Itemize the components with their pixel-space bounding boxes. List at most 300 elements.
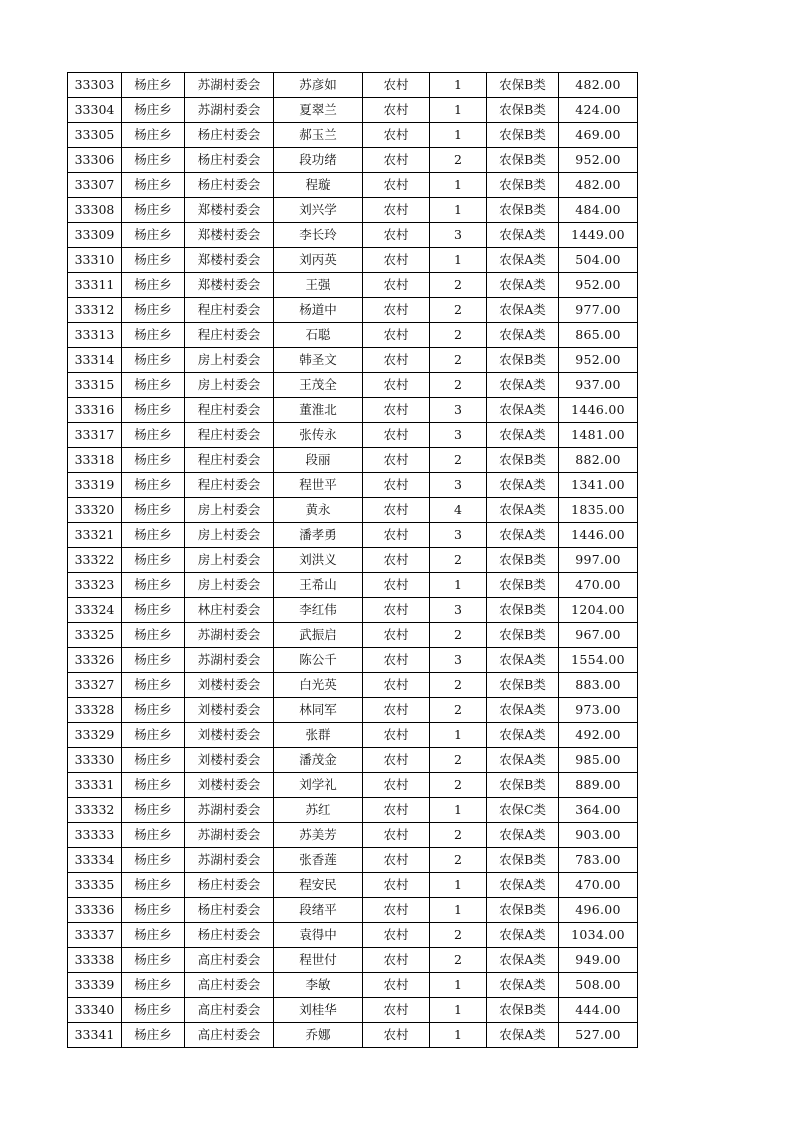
cell-person-name: 张群: [274, 723, 363, 748]
cell-insurance-category: 农保B类: [487, 148, 559, 173]
cell-village-committee: 郑楼村委会: [185, 248, 274, 273]
cell-household-count: 1: [430, 123, 487, 148]
cell-amount: 882.00: [559, 448, 638, 473]
cell-village-committee: 刘楼村委会: [185, 698, 274, 723]
cell-township: 杨庄乡: [122, 148, 185, 173]
cell-township: 杨庄乡: [122, 323, 185, 348]
cell-amount: 883.00: [559, 673, 638, 698]
cell-insurance-category: 农保A类: [487, 223, 559, 248]
cell-area-type: 农村: [363, 898, 430, 923]
cell-household-count: 1: [430, 798, 487, 823]
cell-record-id: 33315: [68, 373, 122, 398]
table-row: [68, 548, 638, 573]
cell-person-name: 李敏: [274, 973, 363, 998]
cell-household-count: 2: [430, 673, 487, 698]
table-row: [68, 473, 638, 498]
cell-village-committee: 郑楼村委会: [185, 198, 274, 223]
cell-insurance-category: 农保B类: [487, 623, 559, 648]
cell-insurance-category: 农保B类: [487, 998, 559, 1023]
cell-village-committee: 房上村委会: [185, 573, 274, 598]
cell-village-committee: 杨庄村委会: [185, 123, 274, 148]
cell-insurance-category: 农保A类: [487, 373, 559, 398]
cell-household-count: 2: [430, 748, 487, 773]
cell-insurance-category: 农保B类: [487, 673, 559, 698]
cell-township: 杨庄乡: [122, 98, 185, 123]
cell-record-id: 33337: [68, 923, 122, 948]
beneficiary-table: [67, 72, 638, 1048]
cell-amount: 783.00: [559, 848, 638, 873]
cell-village-committee: 刘楼村委会: [185, 723, 274, 748]
cell-township: 杨庄乡: [122, 598, 185, 623]
cell-record-id: 33334: [68, 848, 122, 873]
cell-record-id: 33309: [68, 223, 122, 248]
cell-village-committee: 程庄村委会: [185, 323, 274, 348]
cell-township: 杨庄乡: [122, 473, 185, 498]
cell-insurance-category: 农保A类: [487, 973, 559, 998]
cell-insurance-category: 农保B类: [487, 173, 559, 198]
table-row: [68, 123, 638, 148]
cell-person-name: 刘桂华: [274, 998, 363, 1023]
cell-insurance-category: 农保B类: [487, 548, 559, 573]
cell-person-name: 石聪: [274, 323, 363, 348]
cell-township: 杨庄乡: [122, 423, 185, 448]
cell-area-type: 农村: [363, 748, 430, 773]
cell-township: 杨庄乡: [122, 298, 185, 323]
cell-area-type: 农村: [363, 773, 430, 798]
cell-person-name: 张传永: [274, 423, 363, 448]
cell-village-committee: 刘楼村委会: [185, 673, 274, 698]
cell-insurance-category: 农保B类: [487, 848, 559, 873]
table-row: [68, 698, 638, 723]
cell-area-type: 农村: [363, 598, 430, 623]
cell-amount: 1554.00: [559, 648, 638, 673]
cell-record-id: 33320: [68, 498, 122, 523]
cell-amount: 470.00: [559, 573, 638, 598]
cell-person-name: 袁得中: [274, 923, 363, 948]
cell-household-count: 2: [430, 448, 487, 473]
cell-township: 杨庄乡: [122, 823, 185, 848]
cell-record-id: 33304: [68, 98, 122, 123]
cell-area-type: 农村: [363, 423, 430, 448]
cell-amount: 985.00: [559, 748, 638, 773]
cell-record-id: 33326: [68, 648, 122, 673]
cell-record-id: 33325: [68, 623, 122, 648]
cell-amount: 470.00: [559, 873, 638, 898]
cell-record-id: 33313: [68, 323, 122, 348]
cell-village-committee: 苏湖村委会: [185, 798, 274, 823]
cell-record-id: 33333: [68, 823, 122, 848]
cell-village-committee: 房上村委会: [185, 373, 274, 398]
cell-township: 杨庄乡: [122, 698, 185, 723]
cell-record-id: 33327: [68, 673, 122, 698]
cell-person-name: 程世付: [274, 948, 363, 973]
cell-village-committee: 程庄村委会: [185, 398, 274, 423]
cell-amount: 973.00: [559, 698, 638, 723]
cell-area-type: 农村: [363, 73, 430, 98]
table-row: [68, 573, 638, 598]
table-row: [68, 673, 638, 698]
cell-insurance-category: 农保B类: [487, 198, 559, 223]
cell-area-type: 农村: [363, 98, 430, 123]
cell-record-id: 33329: [68, 723, 122, 748]
cell-household-count: 2: [430, 923, 487, 948]
cell-record-id: 33317: [68, 423, 122, 448]
cell-area-type: 农村: [363, 298, 430, 323]
cell-area-type: 农村: [363, 973, 430, 998]
cell-amount: 1446.00: [559, 398, 638, 423]
cell-amount: 937.00: [559, 373, 638, 398]
table-row: [68, 148, 638, 173]
cell-person-name: 王强: [274, 273, 363, 298]
cell-person-name: 刘丙英: [274, 248, 363, 273]
cell-person-name: 程安民: [274, 873, 363, 898]
cell-amount: 508.00: [559, 973, 638, 998]
cell-village-committee: 程庄村委会: [185, 298, 274, 323]
cell-village-committee: 杨庄村委会: [185, 148, 274, 173]
cell-amount: 504.00: [559, 248, 638, 273]
cell-area-type: 农村: [363, 873, 430, 898]
cell-township: 杨庄乡: [122, 973, 185, 998]
cell-amount: 364.00: [559, 798, 638, 823]
table-row: [68, 898, 638, 923]
cell-area-type: 农村: [363, 798, 430, 823]
cell-household-count: 2: [430, 148, 487, 173]
cell-insurance-category: 农保A类: [487, 523, 559, 548]
cell-township: 杨庄乡: [122, 448, 185, 473]
cell-person-name: 白光英: [274, 673, 363, 698]
cell-area-type: 农村: [363, 173, 430, 198]
cell-record-id: 33341: [68, 1023, 122, 1048]
table-row: [68, 823, 638, 848]
cell-village-committee: 房上村委会: [185, 348, 274, 373]
cell-village-committee: 高庄村委会: [185, 1023, 274, 1048]
cell-amount: 424.00: [559, 98, 638, 123]
cell-person-name: 段丽: [274, 448, 363, 473]
cell-village-committee: 刘楼村委会: [185, 773, 274, 798]
cell-person-name: 李长玲: [274, 223, 363, 248]
cell-area-type: 农村: [363, 648, 430, 673]
cell-village-committee: 刘楼村委会: [185, 748, 274, 773]
cell-township: 杨庄乡: [122, 498, 185, 523]
cell-household-count: 2: [430, 773, 487, 798]
table-row: [68, 498, 638, 523]
table-row: [68, 773, 638, 798]
table-row: [68, 648, 638, 673]
cell-amount: 1204.00: [559, 598, 638, 623]
cell-household-count: 4: [430, 498, 487, 523]
table-row: [68, 873, 638, 898]
cell-record-id: 33308: [68, 198, 122, 223]
table-row: [68, 448, 638, 473]
cell-insurance-category: 农保B类: [487, 898, 559, 923]
cell-village-committee: 苏湖村委会: [185, 98, 274, 123]
cell-amount: 482.00: [559, 173, 638, 198]
cell-household-count: 1: [430, 898, 487, 923]
cell-person-name: 刘洪义: [274, 548, 363, 573]
cell-village-committee: 杨庄村委会: [185, 898, 274, 923]
cell-area-type: 农村: [363, 923, 430, 948]
cell-household-count: 1: [430, 73, 487, 98]
cell-area-type: 农村: [363, 523, 430, 548]
cell-insurance-category: 农保B类: [487, 98, 559, 123]
cell-person-name: 潘茂金: [274, 748, 363, 773]
cell-insurance-category: 农保A类: [487, 298, 559, 323]
cell-amount: 492.00: [559, 723, 638, 748]
cell-township: 杨庄乡: [122, 848, 185, 873]
table-row: [68, 723, 638, 748]
cell-township: 杨庄乡: [122, 548, 185, 573]
cell-person-name: 段绪平: [274, 898, 363, 923]
cell-insurance-category: 农保A类: [487, 423, 559, 448]
table-row: [68, 248, 638, 273]
cell-village-committee: 高庄村委会: [185, 973, 274, 998]
cell-person-name: 夏翠兰: [274, 98, 363, 123]
cell-area-type: 农村: [363, 623, 430, 648]
cell-insurance-category: 农保A类: [487, 723, 559, 748]
cell-area-type: 农村: [363, 848, 430, 873]
cell-household-count: 1: [430, 98, 487, 123]
cell-village-committee: 郑楼村委会: [185, 273, 274, 298]
cell-record-id: 33307: [68, 173, 122, 198]
table-row: [68, 798, 638, 823]
cell-township: 杨庄乡: [122, 523, 185, 548]
cell-person-name: 王希山: [274, 573, 363, 598]
cell-person-name: 武振启: [274, 623, 363, 648]
table-row: [68, 998, 638, 1023]
cell-household-count: 2: [430, 698, 487, 723]
cell-amount: 484.00: [559, 198, 638, 223]
cell-household-count: 1: [430, 198, 487, 223]
cell-insurance-category: 农保A类: [487, 698, 559, 723]
cell-township: 杨庄乡: [122, 1023, 185, 1048]
cell-person-name: 杨道中: [274, 298, 363, 323]
cell-township: 杨庄乡: [122, 773, 185, 798]
cell-village-committee: 高庄村委会: [185, 948, 274, 973]
table-row: [68, 948, 638, 973]
cell-household-count: 1: [430, 1023, 487, 1048]
cell-township: 杨庄乡: [122, 248, 185, 273]
cell-household-count: 3: [430, 648, 487, 673]
cell-record-id: 33331: [68, 773, 122, 798]
cell-insurance-category: 农保A类: [487, 823, 559, 848]
table-row: [68, 198, 638, 223]
cell-person-name: 韩圣文: [274, 348, 363, 373]
cell-area-type: 农村: [363, 548, 430, 573]
table-row: [68, 323, 638, 348]
table-row: [68, 373, 638, 398]
cell-area-type: 农村: [363, 723, 430, 748]
cell-person-name: 黄永: [274, 498, 363, 523]
cell-insurance-category: 农保A类: [487, 498, 559, 523]
table-row: [68, 73, 638, 98]
cell-amount: 444.00: [559, 998, 638, 1023]
cell-insurance-category: 农保A类: [487, 748, 559, 773]
cell-township: 杨庄乡: [122, 573, 185, 598]
cell-household-count: 2: [430, 373, 487, 398]
cell-township: 杨庄乡: [122, 198, 185, 223]
cell-person-name: 张香莲: [274, 848, 363, 873]
cell-person-name: 苏美芳: [274, 823, 363, 848]
cell-area-type: 农村: [363, 373, 430, 398]
cell-insurance-category: 农保A类: [487, 473, 559, 498]
cell-area-type: 农村: [363, 148, 430, 173]
cell-insurance-category: 农保A类: [487, 948, 559, 973]
cell-insurance-category: 农保B类: [487, 73, 559, 98]
table-row: [68, 223, 638, 248]
cell-person-name: 王茂全: [274, 373, 363, 398]
cell-record-id: 33306: [68, 148, 122, 173]
cell-amount: 1034.00: [559, 923, 638, 948]
cell-household-count: 2: [430, 848, 487, 873]
cell-amount: 997.00: [559, 548, 638, 573]
cell-amount: 977.00: [559, 298, 638, 323]
cell-village-committee: 杨庄村委会: [185, 923, 274, 948]
cell-insurance-category: 农保B类: [487, 598, 559, 623]
cell-township: 杨庄乡: [122, 873, 185, 898]
cell-household-count: 1: [430, 998, 487, 1023]
table-row: [68, 748, 638, 773]
cell-household-count: 2: [430, 348, 487, 373]
cell-household-count: 1: [430, 973, 487, 998]
cell-amount: 903.00: [559, 823, 638, 848]
cell-village-committee: 杨庄村委会: [185, 173, 274, 198]
table-body: [68, 73, 638, 1048]
cell-village-committee: 苏湖村委会: [185, 648, 274, 673]
cell-household-count: 1: [430, 248, 487, 273]
cell-household-count: 2: [430, 948, 487, 973]
cell-amount: 949.00: [559, 948, 638, 973]
cell-record-id: 33314: [68, 348, 122, 373]
cell-township: 杨庄乡: [122, 798, 185, 823]
cell-village-committee: 苏湖村委会: [185, 73, 274, 98]
cell-township: 杨庄乡: [122, 273, 185, 298]
cell-person-name: 林同军: [274, 698, 363, 723]
cell-record-id: 33336: [68, 898, 122, 923]
cell-insurance-category: 农保A类: [487, 873, 559, 898]
cell-record-id: 33305: [68, 123, 122, 148]
cell-village-committee: 苏湖村委会: [185, 623, 274, 648]
cell-record-id: 33330: [68, 748, 122, 773]
cell-township: 杨庄乡: [122, 73, 185, 98]
cell-household-count: 1: [430, 873, 487, 898]
table-row: [68, 1023, 638, 1048]
cell-insurance-category: 农保A类: [487, 273, 559, 298]
cell-record-id: 33339: [68, 973, 122, 998]
cell-insurance-category: 农保B类: [487, 348, 559, 373]
table-row: [68, 423, 638, 448]
cell-amount: 952.00: [559, 348, 638, 373]
cell-record-id: 33335: [68, 873, 122, 898]
cell-township: 杨庄乡: [122, 898, 185, 923]
cell-village-committee: 杨庄村委会: [185, 873, 274, 898]
cell-household-count: 3: [430, 423, 487, 448]
cell-insurance-category: 农保B类: [487, 773, 559, 798]
cell-insurance-category: 农保A类: [487, 398, 559, 423]
cell-amount: 1835.00: [559, 498, 638, 523]
cell-township: 杨庄乡: [122, 673, 185, 698]
cell-household-count: 2: [430, 298, 487, 323]
cell-record-id: 33321: [68, 523, 122, 548]
cell-township: 杨庄乡: [122, 723, 185, 748]
cell-area-type: 农村: [363, 323, 430, 348]
cell-village-committee: 房上村委会: [185, 523, 274, 548]
cell-record-id: 33316: [68, 398, 122, 423]
cell-area-type: 农村: [363, 398, 430, 423]
cell-person-name: 程世平: [274, 473, 363, 498]
cell-village-committee: 程庄村委会: [185, 473, 274, 498]
cell-amount: 469.00: [559, 123, 638, 148]
cell-township: 杨庄乡: [122, 623, 185, 648]
cell-record-id: 33332: [68, 798, 122, 823]
table-row: [68, 98, 638, 123]
cell-household-count: 3: [430, 398, 487, 423]
cell-household-count: 3: [430, 473, 487, 498]
cell-area-type: 农村: [363, 1023, 430, 1048]
cell-area-type: 农村: [363, 948, 430, 973]
cell-amount: 1449.00: [559, 223, 638, 248]
table-row: [68, 523, 638, 548]
cell-area-type: 农村: [363, 223, 430, 248]
cell-township: 杨庄乡: [122, 123, 185, 148]
cell-area-type: 农村: [363, 998, 430, 1023]
cell-area-type: 农村: [363, 248, 430, 273]
cell-record-id: 33318: [68, 448, 122, 473]
cell-amount: 967.00: [559, 623, 638, 648]
cell-area-type: 农村: [363, 673, 430, 698]
cell-record-id: 33338: [68, 948, 122, 973]
cell-village-committee: 苏湖村委会: [185, 848, 274, 873]
cell-township: 杨庄乡: [122, 398, 185, 423]
cell-household-count: 2: [430, 273, 487, 298]
cell-amount: 1481.00: [559, 423, 638, 448]
table-row: [68, 173, 638, 198]
cell-village-committee: 林庄村委会: [185, 598, 274, 623]
cell-area-type: 农村: [363, 123, 430, 148]
cell-household-count: 3: [430, 598, 487, 623]
cell-township: 杨庄乡: [122, 748, 185, 773]
cell-person-name: 潘孝勇: [274, 523, 363, 548]
cell-township: 杨庄乡: [122, 373, 185, 398]
cell-record-id: 33310: [68, 248, 122, 273]
cell-household-count: 3: [430, 223, 487, 248]
cell-township: 杨庄乡: [122, 223, 185, 248]
cell-person-name: 陈公千: [274, 648, 363, 673]
cell-household-count: 2: [430, 323, 487, 348]
cell-village-committee: 程庄村委会: [185, 448, 274, 473]
cell-person-name: 苏彦如: [274, 73, 363, 98]
cell-amount: 1341.00: [559, 473, 638, 498]
cell-village-committee: 程庄村委会: [185, 423, 274, 448]
cell-record-id: 33312: [68, 298, 122, 323]
table-row: [68, 273, 638, 298]
cell-township: 杨庄乡: [122, 648, 185, 673]
cell-person-name: 李红伟: [274, 598, 363, 623]
cell-record-id: 33323: [68, 573, 122, 598]
cell-amount: 889.00: [559, 773, 638, 798]
cell-area-type: 农村: [363, 573, 430, 598]
cell-person-name: 刘兴学: [274, 198, 363, 223]
cell-person-name: 郝玉兰: [274, 123, 363, 148]
cell-insurance-category: 农保A类: [487, 648, 559, 673]
cell-record-id: 33322: [68, 548, 122, 573]
cell-amount: 1446.00: [559, 523, 638, 548]
cell-area-type: 农村: [363, 698, 430, 723]
cell-household-count: 3: [430, 523, 487, 548]
cell-amount: 865.00: [559, 323, 638, 348]
table-row: [68, 923, 638, 948]
cell-insurance-category: 农保A类: [487, 923, 559, 948]
cell-person-name: 刘学礼: [274, 773, 363, 798]
